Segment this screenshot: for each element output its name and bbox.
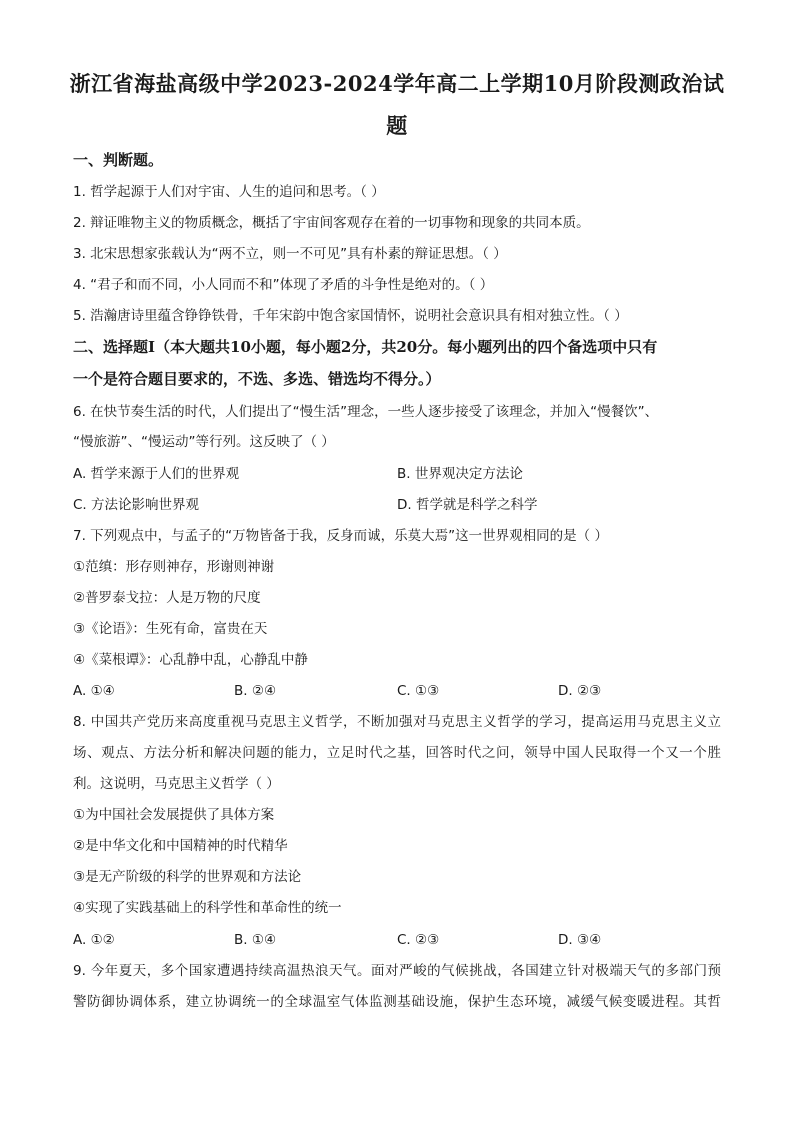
question-7-option-d: D. ②③ — [558, 683, 602, 699]
question-6-option-d: D. 哲学就是科学之科学 — [397, 497, 538, 513]
question-7-statement-1: ①范缜：形存则神存，形谢则神谢 — [73, 559, 275, 575]
question-6-stem: 6. 在快节奏生活的时代，人们提出了“慢生活”理念，一些人逐步接受了该理念，并加入“慢餐饮”、 — [73, 404, 659, 420]
question-2: 2. 辩证唯物主义的物质概念，概括了宇宙间客观存在着的一切事物和现象的共同本质。 — [73, 215, 590, 231]
document-title-continued: 题 — [386, 113, 408, 138]
question-5: 5. 浩瀚唐诗里蕴含铮铮铁骨，千年宋韵中饱含家国情怀，说明社会意识具有相对独立性。（ ） — [73, 308, 628, 324]
question-8-option-a: A. ①② — [73, 932, 115, 948]
question-8-stem: 8. 中国共产党历来高度重视马克思主义哲学，不断加强对马克思主义哲学的学习，提高运用马克思主义立 — [73, 714, 721, 730]
question-8-statement-1: ①为中国社会发展提供了具体方案 — [73, 807, 275, 823]
question-9-stem: 9. 今年夏天，多个国家遭遇持续高温热浪天气。面对严峻的气候挑战，各国建立针对极端天气的多部门预 — [73, 963, 721, 979]
question-7-statement-3: ③《论语》：生死有命，富贵在天 — [73, 621, 268, 637]
question-6-option-c: C. 方法论影响世界观 — [73, 497, 200, 513]
question-7-option-c: C. ①③ — [397, 683, 440, 699]
question-3: 3. 北宋思想家张载认为“两不立，则一不可见”具有朴素的辩证思想。（ ） — [73, 246, 507, 262]
question-9-stem-continued: 警防御协调体系，建立协调统一的全球温室气体监测基础设施，保护生态环境，减缓气候变暖进程。其哲 — [73, 994, 721, 1010]
question-7-option-a: A. ①④ — [73, 683, 115, 699]
question-8-statement-4: ④实现了实践基础上的科学性和革命性的统一 — [73, 900, 342, 916]
document-title: 浙江省海盐高级中学2023-2024学年高二上学期10月阶段测政治试 — [69, 71, 725, 96]
question-7-statement-2: ②普罗泰戈拉：人是万物的尺度 — [73, 590, 261, 606]
question-6-option-a: A. 哲学来源于人们的世界观 — [73, 466, 240, 482]
question-8-statement-2: ②是中华文化和中国精神的时代精华 — [73, 838, 288, 854]
question-7-statement-4: ④《菜根谭》：心乱静中乱，心静乱中静 — [73, 652, 308, 668]
question-1: 1. 哲学起源于人们对宇宙、人生的追问和思考。（ ） — [73, 184, 385, 200]
section2-heading-continued: 一个是符合题目要求的，不选、多选、错选均不得分。） — [73, 370, 441, 388]
section2-heading: 二、选择题Ⅰ（本大题共10小题，每小题2分，共20分。每小题列出的四个备选项中只有 — [73, 338, 658, 356]
question-6-option-b: B. 世界观决定方法论 — [397, 466, 523, 482]
question-7-option-b: B. ②④ — [234, 683, 277, 699]
section1-heading: 一、判断题。 — [73, 151, 164, 169]
question-8-option-c: C. ②③ — [397, 932, 440, 948]
question-8-option-d: D. ③④ — [558, 932, 602, 948]
question-8-statement-3: ③是无产阶级的科学的世界观和方法论 — [73, 869, 302, 885]
question-4: 4. “君子和而不同，小人同而不和”体现了矛盾的斗争性是绝对的。（ ） — [73, 277, 494, 293]
question-7-stem: 7. 下列观点中，与孟子的“万物皆备于我，反身而诚，乐莫大焉”这一世界观相同的是（ ） — [73, 528, 608, 544]
question-8-option-b: B. ①④ — [234, 932, 277, 948]
question-6-stem-continued: “慢旅游”、“慢运动”等行列。这反映了（ ） — [73, 434, 335, 450]
question-8-stem-continued: 场、观点、方法分析和解决问题的能力，立足时代之基，回答时代之问，领导中国人民取得一个又一个胜 — [73, 745, 721, 761]
question-8-stem-end: 利。这说明，马克思主义哲学（ ） — [73, 776, 280, 792]
